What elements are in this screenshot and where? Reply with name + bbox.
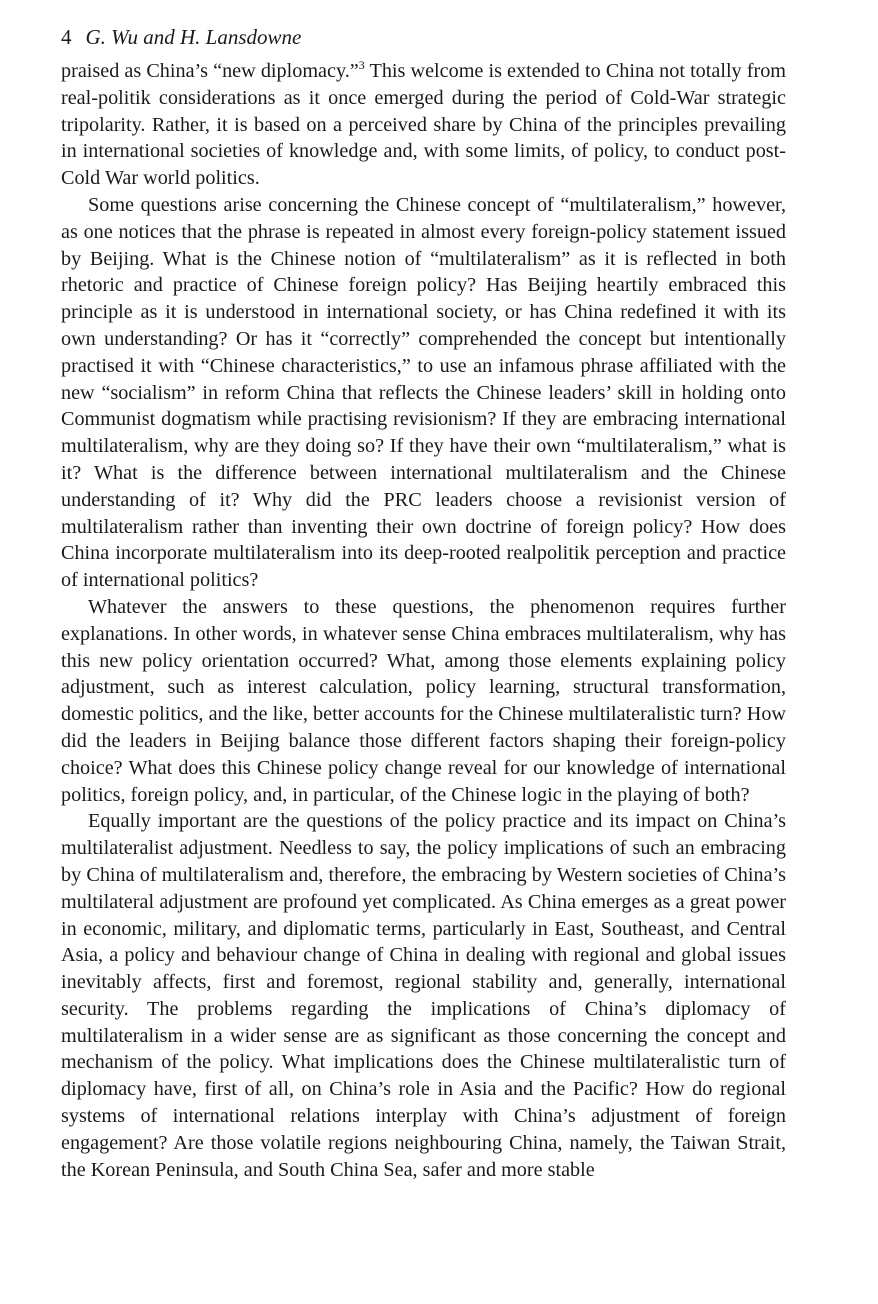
running-head	[61, 22, 786, 52]
page-number: 4	[61, 25, 72, 49]
paragraph-3: Whatever the answers to these questions, the phenomenon requires further explanations. In other words, in whatever sense China embraces multilateralism, why has this new policy orientation occurred? What, among those elements explaining policy adjustment, such as interest calculation, policy learning, structural transformation, domestic politics, and the like, better accounts for the Chinese multilateralistic turn? How did the leaders in Beijing balance those different factors shaping their foreign-policy choice? What does this Chinese policy change reveal for our knowledge of international politics, foreign policy, and, in particular, of the Chinese logic in the playing of both?	[61, 595, 786, 806]
footnote-reference-3: 3	[358, 58, 365, 72]
paragraph-4: Equally important are the questions of the policy practice and its impact on China’s multilateralist adjustment. Needless to say, the policy implications of such an embracing by China of multilateralism and, therefore, the embracing by Western societies of China’s multilateral adjustment are profound yet complicated. As China emerges as a great power in economic, military, and diplomatic terms, particularly in East, Southeast, and Central Asia, a policy and behaviour change of China in dealing with regional and global issues inevitably affects, first and foremost, regional stability and, generally, international security. The problems regarding the implications of China’s diplomacy of multilateralism in a wider sense are as significant as those concerning the concept and mechanism of the policy. What implications does the Chinese multilateralistic turn of diplomacy have, first of all, on China’s role in Asia and the Pacific? How do regional systems of international relations interplay with China’s adjustment of foreign engagement? Are those volatile regions neighbouring China, namely, the Taiwan Strait, the Korean Peninsula, and South China Sea, safer and more stable	[61, 810, 786, 1181]
paragraph-1-text-before-note: praised as China’s “new diplomacy.”	[61, 60, 359, 82]
paragraph-1	[61, 58, 786, 192]
body-text	[61, 58, 786, 1183]
book-page	[61, 22, 786, 1183]
paragraph-2: Some questions arise concerning the Chinese concept of “multilateralism,” however, as one notices that the phrase is repeated in almost every foreign-policy statement issued by Beijing. What is the Chinese notion of “multilateralism” as it is reflected in both rhetoric and practice of Chinese foreign policy? Has Beijing heartily embraced this principle as it is understood in international society, or has China redefined it with its own understanding? Or has it “correctly” comprehended the concept but intentionally practised it with “Chinese characteristics,” to use an infamous phrase affiliated with the new “socialism” in reform China that reflects the Chinese leaders’ skill in holding onto Communist dogmatism while practising revisionism? If they are embracing international multilateralism, why are they doing so? If they have their own “multilateralism,” what is it? What is the difference between international multilateralism and the Chinese understanding of it? Why did the PRC leaders choose a revisionist version of multilateralism rather than inventing their own doctrine of foreign policy? How does China incorporate multilateralism into its deep-rooted realpolitik perception and practice of international politics?	[61, 193, 786, 592]
running-head-authors: G. Wu and H. Lansdowne	[85, 25, 302, 49]
paragraph-1-text-after-note: This welcome is extended to China not totally from real-politik considerations as it once emerged during the period of Cold-War strategic tripolarity. Rather, it is based on a perceived share by China of the principles prevailing in international societies of knowledge and, with some limits, of policy, to conduct post-Cold War world politics.	[61, 60, 786, 190]
